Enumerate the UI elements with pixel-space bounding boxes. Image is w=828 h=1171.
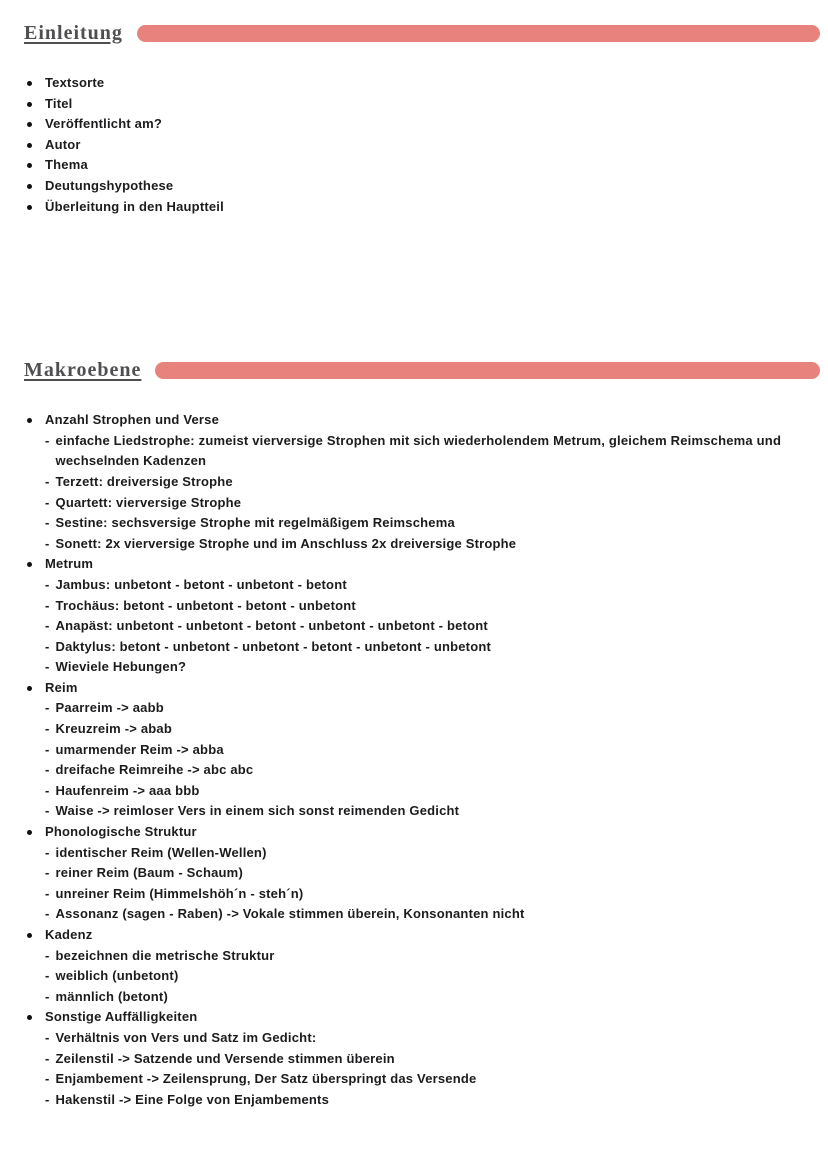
sub-list-item-label: Zeilenstil -> Satzende und Versende stimmen überein [55, 1050, 395, 1066]
list-item [0, 678, 828, 699]
dash-bullet-icon: - [45, 659, 50, 675]
sub-list-item-label: dreifache Reimreihe -> abc abc [55, 762, 254, 778]
sub-list-item-label: bezeichnen die metrische Struktur [55, 947, 275, 963]
bullet-icon [27, 143, 32, 148]
list-item-label: Anzahl Strophen und Verse [45, 412, 220, 428]
dash-bullet-icon: - [45, 576, 50, 592]
dash-bullet-icon: - [45, 782, 50, 798]
list-item [0, 822, 828, 843]
sub-list-item-label: Waise -> reimloser Vers in einem sich sonst reimenden Gedicht [55, 803, 460, 819]
list-item [0, 73, 828, 94]
sub-list-item-label: Wieviele Hebungen? [55, 659, 187, 675]
list-item [0, 114, 828, 135]
highlight-bar [137, 25, 820, 42]
sub-list-item-label: Daktylus: betont - unbetont - unbetont - betont - unbetont - unbetont [55, 638, 492, 654]
dash-bullet-icon: - [45, 1050, 50, 1066]
dash-bullet-icon: - [45, 432, 50, 448]
sub-list-item-label: Terzett: dreiversige Strophe [55, 473, 233, 489]
sub-list-item [0, 1090, 828, 1111]
sub-list-item [0, 596, 828, 617]
dash-bullet-icon: - [45, 762, 50, 778]
list-item [0, 925, 828, 946]
bullet-icon [27, 81, 32, 86]
sub-list-item-label: weiblich (unbetont) [55, 968, 179, 984]
bullet-list [0, 410, 828, 1110]
sub-list-item-label: Sestine: sechsversige Strophe mit regelmäßigem Reimschema [55, 515, 455, 531]
bullet-list [0, 73, 828, 217]
bullet-icon [27, 830, 32, 835]
section-title: Makroebene [24, 358, 142, 381]
sub-list-item-label: Enjambement -> Zeilensprung, Der Satz überspringt das Versende [55, 1071, 477, 1087]
list-item [0, 1007, 828, 1028]
list-item [0, 554, 828, 575]
sub-list-item-label: Verhältnis von Vers und Satz im Gedicht: [55, 1029, 317, 1045]
sub-list-item [0, 1028, 828, 1049]
sub-list-item [0, 534, 828, 555]
section-header [0, 20, 828, 46]
dash-bullet-icon: - [45, 885, 50, 901]
sub-list-item [0, 575, 828, 596]
sub-list-item [0, 493, 828, 514]
bullet-icon [27, 562, 32, 567]
list-item-label: Metrum [45, 556, 94, 572]
list-item [0, 155, 828, 176]
section-title: Einleitung [24, 21, 123, 44]
dash-bullet-icon: - [45, 494, 50, 510]
dash-bullet-icon: - [45, 906, 50, 922]
list-item [0, 197, 828, 218]
sub-list-item [0, 616, 828, 637]
sub-list-item-label: Jambus: unbetont - betont - unbetont - betont [55, 576, 347, 592]
sub-list-item-label: Haufenreim -> aaa bbb [55, 782, 200, 798]
sub-list-item [0, 472, 828, 493]
sub-list-item [0, 884, 828, 905]
list-item [0, 410, 828, 431]
dash-bullet-icon: - [45, 473, 50, 489]
sub-list-item-label: identischer Reim (Wellen-Wellen) [55, 844, 267, 860]
sub-list-item [0, 1049, 828, 1070]
bullet-icon [27, 686, 32, 691]
list-item [0, 176, 828, 197]
sub-list-item [0, 698, 828, 719]
dash-bullet-icon: - [45, 1029, 50, 1045]
dash-bullet-icon: - [45, 741, 50, 757]
sub-list-item [0, 904, 828, 925]
bullet-icon [27, 102, 32, 107]
sub-list-item-label: unreiner Reim (Himmelshöh´n - steh´n) [55, 885, 304, 901]
dash-bullet-icon: - [45, 535, 50, 551]
dash-bullet-icon: - [45, 1091, 50, 1107]
dash-bullet-icon: - [45, 721, 50, 737]
sub-list-item-label: einfache Liedstrophe: zumeist vierversige Strophen mit sich wiederholendem Metrum, gleichem Reimschema und wechselnden Kadenzen [55, 432, 782, 469]
sub-list-item-label: Assonanz (sagen - Raben) -> Vokale stimmen überein, Konsonanten nicht [55, 906, 525, 922]
list-item-label: Überleitung in den Hauptteil [45, 198, 224, 214]
bullet-icon [27, 418, 32, 423]
sub-list-item [0, 760, 828, 781]
dash-bullet-icon: - [45, 865, 50, 881]
list-item-label: Textsorte [45, 75, 105, 90]
list-item-label: Sonstige Auffälligkeiten [45, 1009, 198, 1025]
dash-bullet-icon: - [45, 988, 50, 1004]
list-item-label: Veröffentlicht am? [45, 116, 163, 132]
sub-list-item [0, 843, 828, 864]
sub-list-item [0, 987, 828, 1008]
list-item [0, 135, 828, 156]
dash-bullet-icon: - [45, 947, 50, 963]
bullet-icon [27, 163, 32, 168]
list-item-label: Kadenz [45, 927, 93, 942]
sub-list-item-label: Hakenstil -> Eine Folge von Enjambements [55, 1091, 330, 1107]
dash-bullet-icon: - [45, 638, 50, 654]
sub-list-item [0, 863, 828, 884]
sub-list-item [0, 657, 828, 678]
bullet-icon [27, 184, 32, 189]
sub-list-item [0, 1069, 828, 1090]
sub-list-item-label: umarmender Reim -> abba [55, 741, 224, 757]
section-einleitung [0, 20, 828, 217]
list-item-label: Phonologische Struktur [45, 824, 197, 840]
list-item-label: Deutungshypothese [45, 177, 174, 193]
list-item-label: Reim [45, 679, 78, 695]
bullet-icon [27, 1015, 32, 1020]
sub-list-item-label: Quartett: vierversige Strophe [55, 494, 242, 510]
sub-list-item [0, 801, 828, 822]
dash-bullet-icon: - [45, 1071, 50, 1087]
dash-bullet-icon: - [45, 844, 50, 860]
sub-list-item-label: Paarreim -> aabb [55, 700, 164, 716]
bullet-icon [27, 122, 32, 127]
section-header [0, 357, 828, 383]
sub-list-item [0, 946, 828, 967]
sub-list-item [0, 781, 828, 802]
dash-bullet-icon: - [45, 803, 50, 819]
dash-bullet-icon: - [45, 618, 50, 634]
sub-list-item-label: Sonett: 2x vierversige Strophe und im Anschluss 2x dreiversige Strophe [55, 535, 517, 551]
sub-list-item [0, 740, 828, 761]
sub-list-item-label: Trochäus: betont - unbetont - betont - unbetont [55, 597, 356, 613]
sub-list-item [0, 431, 828, 472]
sub-list-item-label: Anapäst: unbetont - unbetont - betont - unbetont - unbetont - betont [55, 618, 488, 634]
dash-bullet-icon: - [45, 968, 50, 984]
highlight-bar [155, 362, 820, 379]
dash-bullet-icon: - [45, 700, 50, 716]
sub-list-item [0, 513, 828, 534]
list-item-label: Titel [45, 95, 73, 111]
sub-list-item-label: Kreuzreim -> abab [55, 721, 172, 737]
sub-list-item-label: männlich (betont) [55, 988, 168, 1004]
list-item-label: Autor [45, 136, 81, 152]
sub-list-item [0, 966, 828, 987]
list-item [0, 94, 828, 115]
dash-bullet-icon: - [45, 515, 50, 531]
list-item-label: Thema [45, 157, 88, 173]
bullet-icon [27, 933, 32, 938]
sub-list-item-label: reiner Reim (Baum - Schaum) [55, 865, 243, 881]
sub-list-item [0, 637, 828, 658]
bullet-icon [27, 205, 32, 210]
section-makroebene [0, 357, 828, 1110]
sub-list-item [0, 719, 828, 740]
dash-bullet-icon: - [45, 597, 50, 613]
